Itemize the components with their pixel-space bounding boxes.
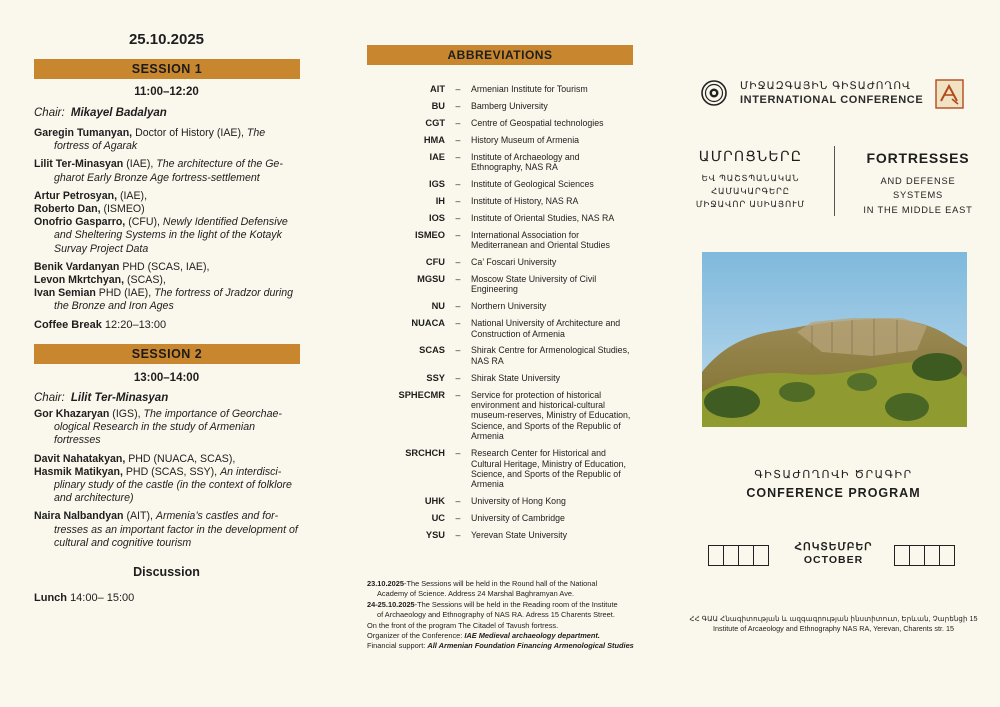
session-2-header: SESSION 2: [34, 344, 300, 364]
abbreviation-row: [367, 101, 667, 111]
abbreviation-name: Institute of Geological Sciences: [471, 178, 594, 189]
abbreviation-name: Moscow State University of Civil Engineering: [471, 273, 597, 295]
abbreviation-name: Institute of History, NAS RA: [471, 195, 579, 206]
abbreviation-code: YSU: [425, 530, 445, 541]
talk-title: The fortress of Jradzor during the Bronze and Iron Ages: [54, 287, 294, 313]
abbreviation-name: Centre of Geospatial technologies: [471, 117, 604, 128]
subtitle-en-line: SYSTEMS: [892, 190, 944, 201]
abbreviation-name: Yerevan State University: [471, 530, 568, 541]
title-en: FORTRESSES: [866, 150, 970, 166]
month-en: OCTOBER: [803, 554, 864, 566]
abbreviation-dash: –: [455, 318, 461, 329]
abbreviation-name: History Museum of Armenia: [471, 134, 580, 145]
abbreviation-name: University of Hong Kong: [471, 496, 566, 507]
abbreviation-code: ISMEO: [415, 229, 445, 240]
note-1-text: -The Sessions will be held in the Round hall of the National: [404, 579, 598, 588]
note-4: [367, 631, 642, 641]
speaker-name: Roberto Dan,: [34, 203, 101, 216]
talk-line: [34, 158, 302, 184]
speaker-name: Hasmik Matikyan,: [34, 465, 123, 478]
abbreviation-row: [367, 513, 667, 523]
coffee-break: [34, 319, 166, 331]
conference-label-hy: ՄԻՋԱԶԳԱՅԻՆ ԳԻՏԱԺՈՂՈՎ: [740, 80, 911, 92]
speaker-name: Gor Khazaryan: [34, 408, 110, 420]
speaker-affiliation: PHD (IAE),: [95, 287, 155, 300]
speaker-affiliation: (CFU),: [125, 216, 163, 229]
note-1: [367, 579, 642, 589]
speaker-name: Naira Nalbandyan: [34, 510, 124, 523]
speaker-name: Artur Petrosyan,: [34, 189, 118, 202]
subtitle-hy-line: ՀԱՄԱԿԱՐԳԵՐԸ: [711, 186, 790, 196]
abbreviation-row: [367, 373, 667, 383]
abbreviation-code: HMA: [423, 134, 445, 145]
address-en: Institute of Arcaeology and Ethnography NAS RA, Yerevan, Charents str. 15: [713, 624, 954, 633]
session-2-chair: [34, 392, 168, 404]
abbreviation-row: [367, 213, 667, 223]
speaker-affiliation: (AIT),: [123, 510, 156, 523]
month-hy: ՀՈԿՏԵՄԲԵՐ: [794, 541, 873, 553]
abbreviation-code: IH: [435, 195, 445, 206]
chair-prefix: Chair:: [34, 107, 65, 119]
abbreviation-dash: –: [455, 117, 461, 128]
abbreviation-name: Institute of Archaeology and Ethnography, NAS RA: [471, 151, 580, 173]
abbreviation-name: Service for protection of historical environment and historical-cultural museum-reserves, Ministry of Education, Science, and Sports of the Republic of Armenia: [471, 389, 631, 442]
title-hy: ԱՄՐՈՑՆԵՐԸ: [698, 148, 803, 164]
cover-panel: [667, 0, 1000, 707]
abbreviation-row: [367, 530, 667, 540]
abbreviation-dash: –: [455, 178, 461, 189]
abbreviation-name: Ca’ Foscari University: [471, 256, 557, 267]
talk-line: [34, 287, 302, 313]
abbreviation-name: Northern University: [471, 301, 547, 312]
abbreviation-dash: –: [455, 273, 461, 284]
abbreviations-header: ABBREVIATIONS: [367, 45, 633, 65]
conference-notes: [367, 579, 642, 652]
abbreviation-code: SSY: [426, 372, 445, 383]
abbreviation-dash: –: [455, 229, 461, 240]
date-boxes-right: [894, 545, 955, 566]
speaker-affiliation: (IAE),: [117, 189, 148, 202]
abbreviation-code: SCAS: [419, 345, 445, 356]
abbreviation-code: IOS: [428, 212, 445, 223]
abbreviation-dash: –: [455, 496, 461, 507]
talk-title: Newly Identified Defensive and Sheltering Systems in the light of the Kotayk Survay Project Data: [54, 216, 288, 255]
address-hy: ՀՀ ԳԱԱ Հնագիտության և ազգագրության ինստիտուտ, Երևան, Չարենցի 15: [689, 614, 978, 623]
talk-title: The architecture of the Gegharot Early Bronze Age fortress-settlement: [54, 158, 283, 184]
note-4-label: Organizer of the Conference:: [367, 631, 465, 641]
abbreviation-code: NU: [431, 301, 445, 312]
note-1-date: 23.10.2025: [367, 579, 404, 588]
note-5-value: All Armenian Foundation Financing Armenological Studies: [427, 641, 634, 651]
abbreviation-dash: –: [455, 372, 461, 383]
speaker-affiliation: PHD (SCAS, SSY),: [122, 465, 221, 478]
note-1-cont: Academy of Science. Address 24 Marshal Baghramyan Ave.: [377, 589, 575, 599]
talk-line: [34, 216, 302, 256]
abbreviation-code: SPHECMR: [398, 389, 445, 400]
subtitle-en-line: IN THE MIDDLE EAST: [863, 204, 973, 215]
speaker-affiliation: (IGS),: [109, 408, 144, 420]
talk-entry: [34, 261, 302, 314]
abbreviation-row: [367, 179, 667, 189]
discussion-heading: Discussion: [133, 565, 200, 579]
abbreviation-row: [367, 345, 667, 366]
talk-entry: [34, 190, 302, 256]
talk-line: [34, 261, 302, 274]
abbreviation-row: [367, 274, 667, 295]
lunch-label: Lunch: [34, 592, 67, 604]
talk-entry: [34, 453, 302, 506]
lunch-time: 14:00– 15:00: [70, 592, 135, 604]
abbreviation-row: [367, 152, 667, 173]
abbreviation-row: [367, 318, 667, 339]
talk-line: [34, 190, 302, 203]
abbreviation-code: CGT: [425, 117, 445, 128]
speaker-name: Ivan Semian: [34, 287, 96, 300]
abbreviation-dash: –: [455, 151, 461, 162]
abbreviation-code: UC: [431, 513, 445, 524]
subtitle-hy-line: ՄԻՋԱՎՈՐ ԱՍԻԱՅՈՒՄ: [695, 199, 806, 209]
note-5-label: Financial support:: [367, 641, 428, 651]
abbreviation-name: Bamberg University: [471, 100, 548, 111]
talk-title: The importance of Georchaeological Research in the study of Armenian fortresses: [54, 408, 282, 447]
program-date: 25.10.2025: [128, 31, 205, 48]
talk-line: [34, 408, 302, 448]
abbreviation-code: IGS: [428, 178, 445, 189]
speaker-affiliation: PHD (NUACA, SCAS),: [125, 452, 236, 465]
abbreviation-row: [367, 496, 667, 506]
abbreviation-code: IAE: [429, 151, 445, 162]
chair-prefix: Chair:: [34, 392, 65, 404]
abbreviation-row: [367, 301, 667, 311]
conference-label-en: INTERNATIONAL CONFERENCE: [740, 94, 924, 106]
chair-name: Lilit Ter-Minasyan: [70, 392, 169, 404]
abbreviation-dash: –: [455, 100, 461, 111]
speaker-affiliation: (SCAS),: [124, 274, 166, 287]
speaker-name: Garegin Tumanyan,: [34, 127, 133, 139]
abbreviations-list: [367, 84, 667, 547]
abbreviation-dash: –: [455, 195, 461, 206]
session-1-chair: [34, 107, 167, 119]
abbreviation-name: Institute of Oriental Studies, NAS RA: [471, 212, 615, 223]
abbreviation-dash: –: [455, 84, 461, 94]
speaker-affiliation: (IAE),: [123, 158, 157, 171]
abbreviation-name: Armenian Institute for Tourism: [471, 84, 588, 94]
abbreviation-dash: –: [455, 345, 461, 356]
chair-name: Mikayel Badalyan: [70, 107, 167, 119]
abbreviation-row: [367, 448, 667, 490]
abbreviation-row: [367, 257, 667, 267]
speaker-name: Benik Vardanyan: [34, 260, 120, 273]
talk-entry: [34, 510, 302, 550]
coffee-label: Coffee Break: [34, 319, 102, 331]
fortress-photo: [702, 252, 967, 427]
note-2-text: -The Sessions will be held in the Reading room of the Institute: [414, 599, 618, 609]
abbreviation-dash: –: [455, 448, 461, 459]
talk-entry: [34, 127, 302, 153]
session-2-time: 13:00–14:00: [133, 372, 200, 384]
talk-line: [34, 466, 302, 506]
abbreviation-dash: –: [455, 530, 461, 541]
talk-title: The fortress of Agarak: [54, 127, 266, 153]
abbreviation-name: University of Cambridge: [471, 513, 565, 524]
speaker-affiliation: (ISMEO): [100, 203, 145, 216]
note-2-date: 24-25.10.2025: [367, 599, 415, 609]
abbreviation-row: [367, 230, 667, 251]
talk-title: Armenia’s castles and fortresses as an important factor in the development of cultural and cognitive tourism: [54, 510, 298, 549]
session-1-time: 11:00–12:20: [134, 86, 199, 98]
talk-entry: [34, 408, 302, 448]
speaker-affiliation: Doctor of History (IAE),: [132, 127, 247, 139]
abbreviation-code: SRCHCH: [405, 448, 445, 459]
speaker-name: Davit Nahatakyan,: [34, 452, 126, 465]
abbreviation-dash: –: [455, 389, 461, 400]
talk-line: [34, 274, 302, 287]
speaker-name: Levon Mkrtchyan,: [34, 274, 125, 287]
abbreviation-name: Research Center for Historical and Cultural Heritage, Ministry of Education, Science, and Sports of the Republic of Armenia: [471, 448, 626, 490]
abbreviation-row: [367, 118, 667, 128]
speaker-affiliation: PHD (SCAS, IAE),: [119, 260, 210, 273]
abbreviation-row: [367, 196, 667, 206]
abbreviation-row: [367, 84, 667, 94]
abbreviation-dash: –: [455, 513, 461, 524]
note-2-cont: of Archaeology and Ethnography of NAS RA. Adress 15 Charents Street.: [377, 610, 615, 620]
note-3: On the front of the program The Citadel of Tavush fortress.: [367, 620, 559, 630]
speaker-name: Onofrio Gasparro,: [34, 216, 126, 229]
abbreviation-code: AIT: [430, 84, 445, 94]
abbreviation-name: International Association for Mediterranean and Oriental Studies: [471, 229, 610, 251]
abbreviation-dash: –: [455, 256, 461, 267]
abbreviation-code: CFU: [425, 256, 445, 267]
abbreviation-code: NUACA: [411, 318, 445, 329]
program-title-en: CONFERENCE PROGRAM: [746, 486, 921, 500]
institute-logo-icon: [935, 79, 964, 109]
subtitle-hy: [667, 172, 834, 211]
abbreviation-row: [367, 135, 667, 145]
program-panel-left: [0, 0, 333, 707]
note-2: [367, 600, 642, 610]
abbreviation-dash: –: [455, 134, 461, 145]
session-1-header: SESSION 1: [34, 59, 300, 79]
speaker-name: Lilit Ter-Minasyan: [34, 158, 124, 171]
talk-entry: [34, 158, 302, 184]
talk-line: [34, 510, 302, 550]
abbreviation-dash: –: [455, 301, 461, 312]
subtitle-en-line: AND DEFENSE: [880, 176, 956, 186]
abbreviation-code: MGSU: [417, 273, 445, 284]
subtitle-hy-line: ԵՎ ՊԱՇՏՊԱՆԱԿԱՆ: [701, 173, 800, 183]
abbreviation-row: [367, 390, 667, 442]
academy-emblem-icon: [701, 80, 727, 106]
abbreviation-code: UHK: [424, 496, 445, 507]
abbreviation-name: Shirak State University: [471, 372, 560, 383]
abbreviation-code: BU: [431, 100, 445, 111]
note-4-value: IAE Medieval archaeology department.: [464, 631, 600, 641]
talk-line: [34, 127, 302, 153]
program-title-hy: ԳԻՏԱԺՈՂՈՎԻ ԾՐԱԳԻՐ: [754, 469, 913, 481]
abbreviation-dash: –: [455, 212, 461, 223]
session-2-talks: [34, 408, 302, 555]
abbreviation-name: Shirak Centre for Armenological Studies, NAS RA: [471, 345, 630, 366]
subtitle-en: [835, 174, 1000, 217]
abbreviation-name: National University of Architecture and Construction of Armenia: [471, 318, 621, 339]
note-5: [367, 641, 642, 651]
coffee-time: 12:20–13:00: [104, 319, 167, 331]
talk-title: An interdisciplinary study of the castle (in the context of folklore and architecture): [54, 465, 292, 505]
talk-line: [34, 453, 302, 466]
abbreviations-panel: [333, 0, 667, 707]
session-1-talks: [34, 127, 302, 319]
talk-line: [34, 203, 302, 216]
lunch: [34, 592, 134, 604]
